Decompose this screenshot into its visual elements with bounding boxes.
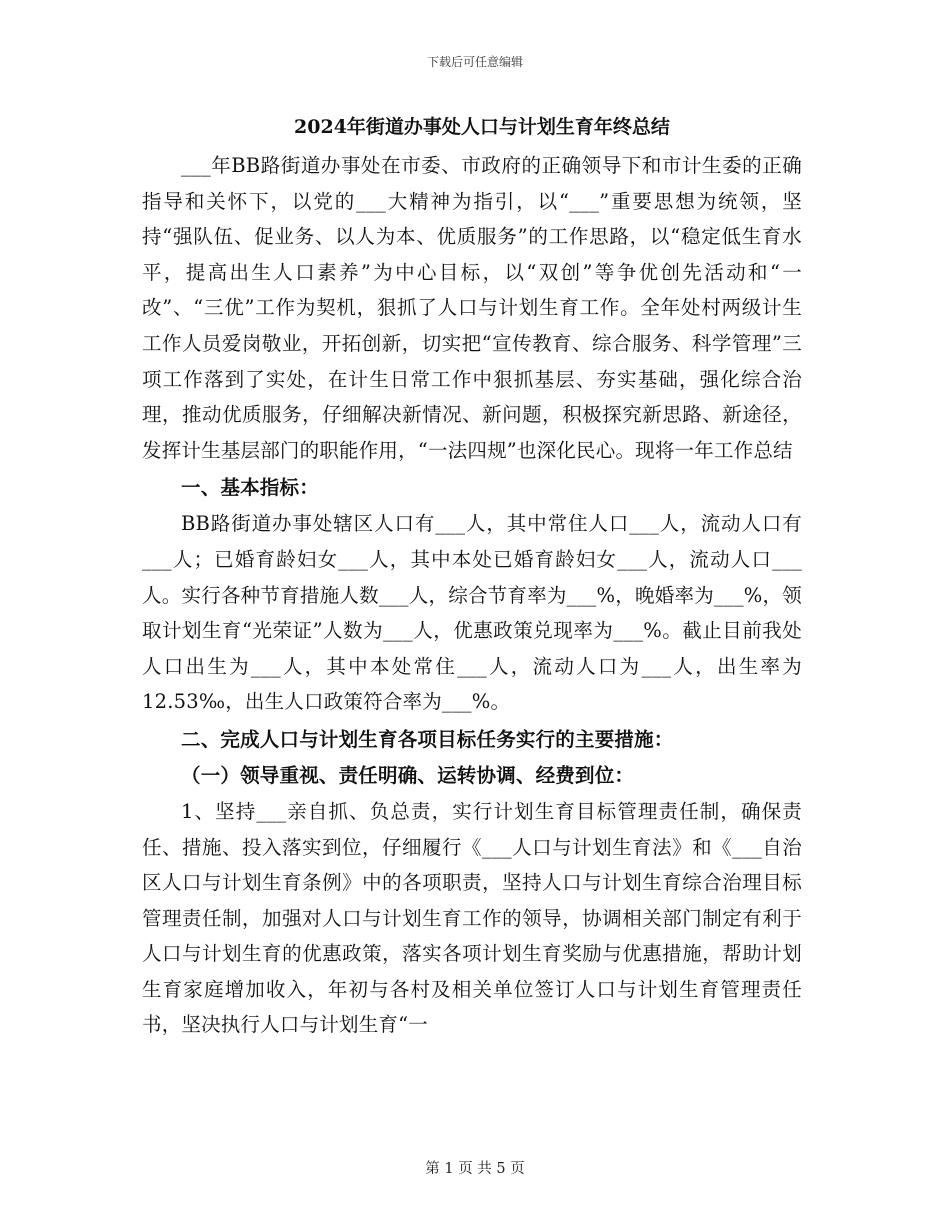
- page-number: 第 1 页 共 5 页: [425, 1161, 525, 1177]
- section1-heading: 一、基本指标：: [181, 476, 319, 500]
- section2-heading: 二、完成人口与计划生育各项目标任务实行的主要措施：: [181, 727, 674, 751]
- subsection1-heading: （一）领导重视、责任明确、运转协调、经费到位：: [181, 763, 635, 787]
- intro-paragraph: ___年BB路街道办事处在市委、市政府的正确领导下和市计生委的正确指导和关怀下，以党的___大精神为指引，以“___”重要思想为统领，坚持“强队伍、促业务、以人为本、优质服务”的工作思路，以“稳定低生育水平，提高出生人口素养”为中心目标，以“双创”等争优创先活动和“一改”、“三优”工作为契机，狠抓了人口与计划生育工作。全年处村两级计生工作人员爱岗敬业，开拓创新，切实把“宣传教育、综合服务、科学管理”三项工作落到了实处，在计生日常工作中狠抓基层、夯实基础，强化综合治理，推动优质服务，仔细解决新情况、新问题，积极探究新思路、新途径，发挥计生基层部门的职能作用，“一法四规”也深化民心。现将一年工作总结: [142, 154, 802, 462]
- document-page: [142, 108, 802, 1043]
- section1-paragraph: BB路街道办事处辖区人口有___人，其中常住人口___人，流动人口有___人；已婚育龄妇女___人，其中本处已婚育龄妇女___人，流动人口___人。实行各种节育措施人数___人，综合节育率为___%，晚婚率为___%，领取计划生育“光荣证”人数为___人，优惠政策兑现率为___%。截止目前我处人口出生为___人，其中本处常住___人，流动人口为___人，出生率为12.53‰，出生人口政策符合率为___%。: [142, 512, 802, 714]
- subsection1-paragraph: 1、坚持___亲自抓、负总责，实行计划生育目标管理责任制，确保责任、措施、投入落实到位，仔细履行《___人口与计划生育法》和《___自治区人口与计划生育条例》中的各项职责，坚持人口与计划生育综合治理目标管理责任制，加强对人口与计划生育工作的领导，协调相关部门制定有利于人口与计划生育的优惠政策，落实各项计划生育奖励与优惠措施，帮助计划生育家庭增加收入，年初与各村及相关单位签订人口与计划生育管理责任书，坚决执行人口与计划生育“一: [142, 799, 802, 1037]
- header-note: 下载后可任意编辑: [426, 55, 523, 69]
- document-title: 2024年街道办事处人口与计划生育年终总结: [294, 116, 670, 138]
